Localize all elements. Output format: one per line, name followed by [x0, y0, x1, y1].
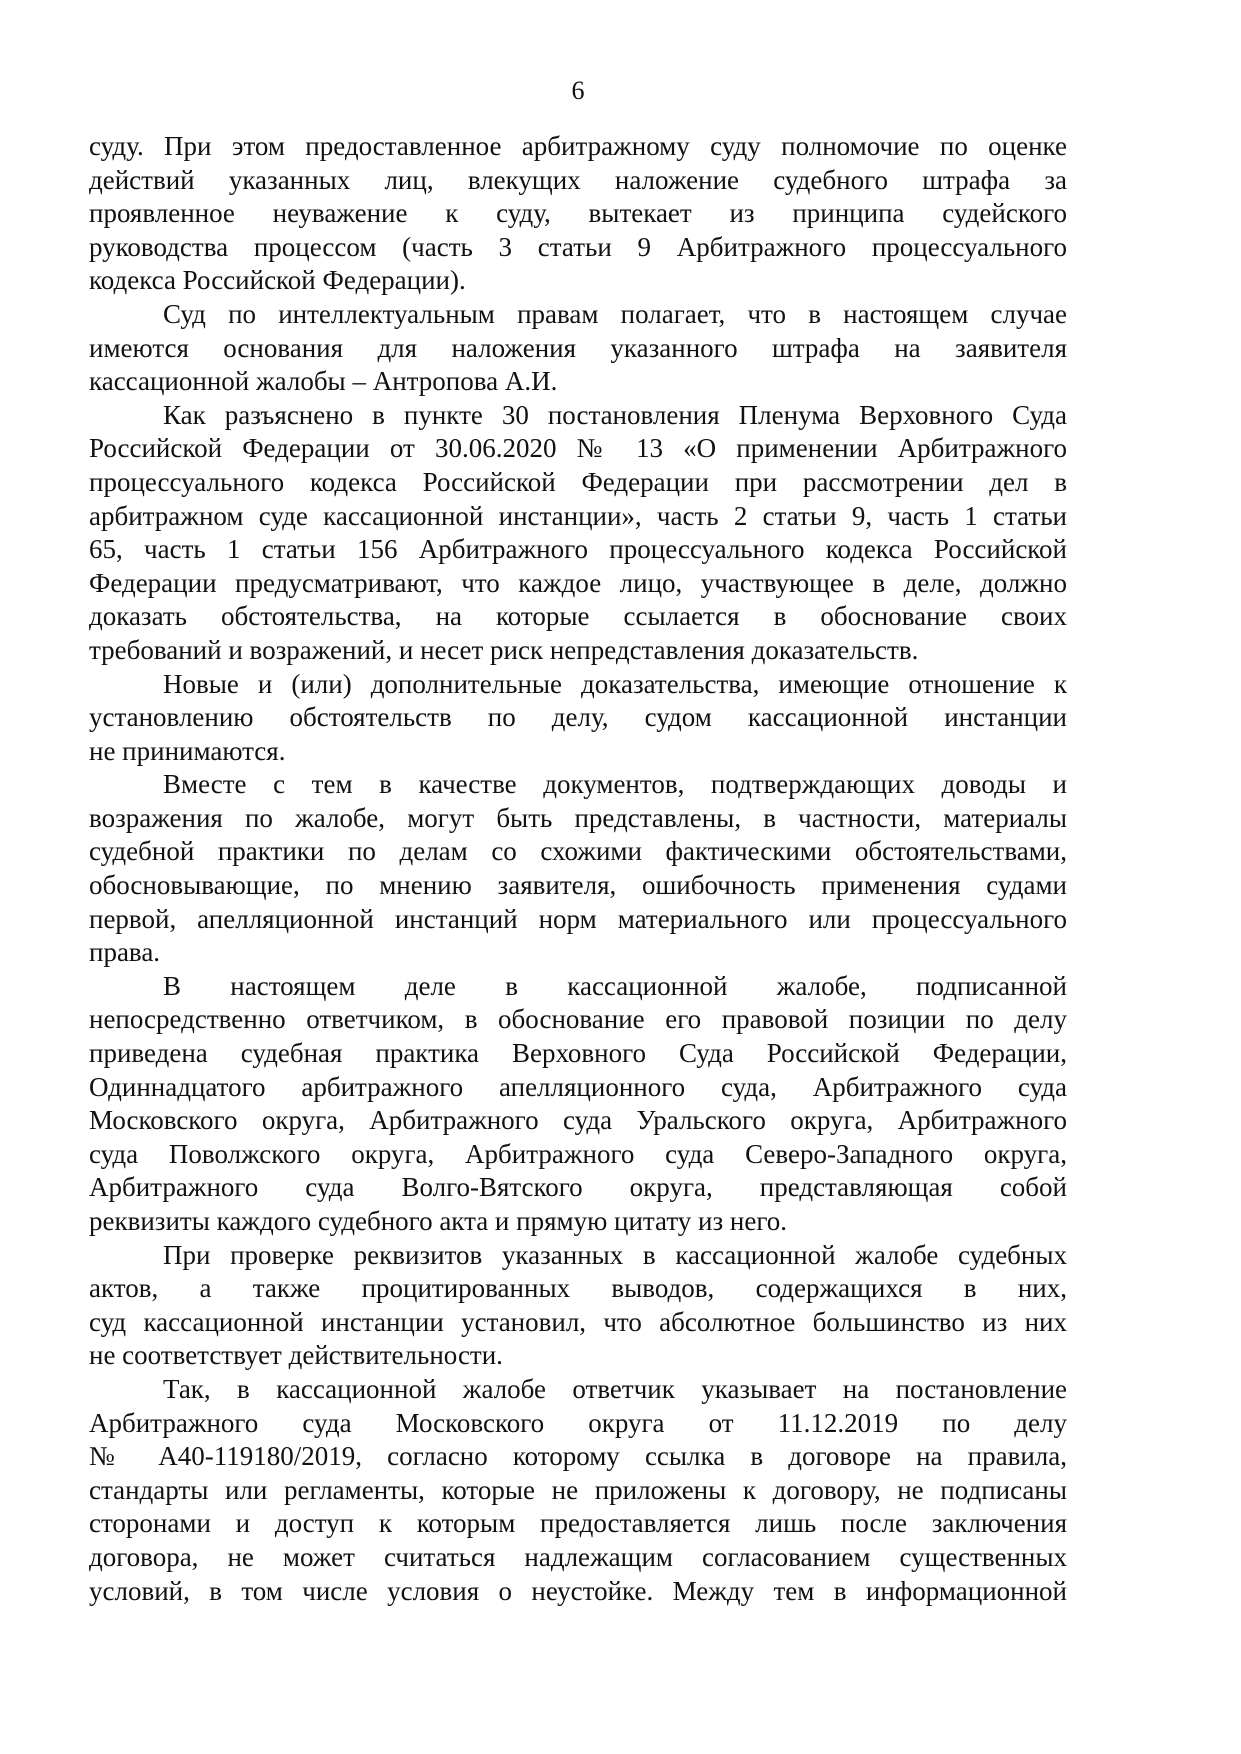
- text-line: права.: [89, 937, 161, 968]
- document-body: [89, 130, 1067, 1608]
- text-line: арбитражном суде кассационной инстанции», часть 2 статьи 9, часть 1 статьи: [89, 500, 1067, 531]
- text-line: доказать обстоятельства, на которые ссылается в обоснование своих: [89, 601, 1067, 632]
- text-line: Федерации предусматривают, что каждое лицо, участвующее в деле, должно: [89, 567, 1067, 598]
- text-line: суд кассационной инстанции установил, что абсолютное большинство из них: [89, 1306, 1067, 1337]
- text-line: возражения по жалобе, могут быть представлены, в частности, материалы: [89, 802, 1067, 833]
- text-line: первой, апелляционной инстанций норм материального или процессуального: [89, 903, 1067, 934]
- text-line: стандарты или регламенты, которые не приложены к договору, не подписаны: [89, 1474, 1067, 1505]
- text-line: не принимаются.: [89, 735, 286, 766]
- text-line: Так, в кассационной жалобе ответчик указывает на постановление: [163, 1373, 1067, 1404]
- text-line: Московского округа, Арбитражного суда Уральского округа, Арбитражного: [89, 1105, 1067, 1136]
- text-line: Как разъяснено в пункте 30 постановления Пленума Верховного Суда: [163, 399, 1067, 430]
- text-line: проявленное неуважение к суду, вытекает из принципа судейского: [89, 198, 1067, 229]
- text-line: актов, а также процитированных выводов, содержащихся в них,: [89, 1273, 1067, 1304]
- text-line: Арбитражного суда Московского округа от 11.12.2019 по делу: [89, 1407, 1067, 1438]
- text-line: условий, в том числе условия о неустойке. Между тем в информационной: [89, 1575, 1067, 1606]
- text-line: В настоящем деле в кассационной жалобе, подписанной: [163, 970, 1067, 1001]
- text-line: не соответствует действительности.: [89, 1340, 503, 1371]
- text-line: действий указанных лиц, влекущих наложение судебного штрафа за: [89, 164, 1067, 195]
- text-line: процессуального кодекса Российской Федерации при рассмотрении дел в: [89, 466, 1067, 497]
- text-line: Российской Федерации от 30.06.2020 № 13 «О применении Арбитражного: [89, 433, 1067, 464]
- text-line: установлению обстоятельств по делу, судом кассационной инстанции: [89, 702, 1067, 733]
- text-line: № А40-119180/2019, согласно которому ссылка в договоре на правила,: [89, 1441, 1067, 1472]
- text-line: реквизиты каждого судебного акта и прямую цитату из него.: [89, 1206, 787, 1236]
- page-number: 6: [571, 76, 585, 105]
- text-line: суду. При этом предоставленное арбитражному суду полномочие по оценке: [89, 131, 1067, 161]
- text-line: При проверке реквизитов указанных в кассационной жалобе судебных: [163, 1239, 1067, 1270]
- text-line: 65, часть 1 статьи 156 Арбитражного процессуального кодекса Российской: [89, 534, 1067, 565]
- text-line: обосновывающие, по мнению заявителя, ошибочность применения судами: [89, 870, 1067, 901]
- text-line: Вместе с тем в качестве документов, подтверждающих доводы и: [163, 769, 1067, 800]
- text-line: непосредственно ответчиком, в обоснование его правовой позиции по делу: [89, 1004, 1067, 1035]
- text-line: имеются основания для наложения указанного штрафа на заявителя: [89, 332, 1067, 363]
- text-line: приведена судебная практика Верховного Суда Российской Федерации,: [89, 1038, 1067, 1069]
- text-line: Арбитражного суда Волго-Вятского округа, представляющая собой: [89, 1172, 1067, 1203]
- text-line: руководства процессом (часть 3 статьи 9 Арбитражного процессуального: [89, 231, 1067, 262]
- text-line: кодекса Российской Федерации).: [89, 265, 466, 296]
- text-line: сторонами и доступ к которым предоставляется лишь после заключения: [89, 1508, 1067, 1539]
- text-line: Новые и (или) дополнительные доказательства, имеющие отношение к: [163, 668, 1067, 699]
- text-line: судебной практики по делам со схожими фактическими обстоятельствами,: [89, 836, 1067, 867]
- text-line: договора, не может считаться надлежащим согласованием существенных: [89, 1541, 1067, 1572]
- text-line: требований и возражений, и несет риск непредставления доказательств.: [89, 634, 919, 665]
- text-line: кассационной жалобы – Антропова А.И.: [89, 366, 558, 397]
- text-line: Одиннадцатого арбитражного апелляционного суда, Арбитражного суда: [89, 1071, 1067, 1102]
- text-line: Суд по интеллектуальным правам полагает, что в настоящем случае: [163, 298, 1067, 329]
- text-line: суда Поволжского округа, Арбитражного суда Северо-Западного округа,: [89, 1138, 1067, 1169]
